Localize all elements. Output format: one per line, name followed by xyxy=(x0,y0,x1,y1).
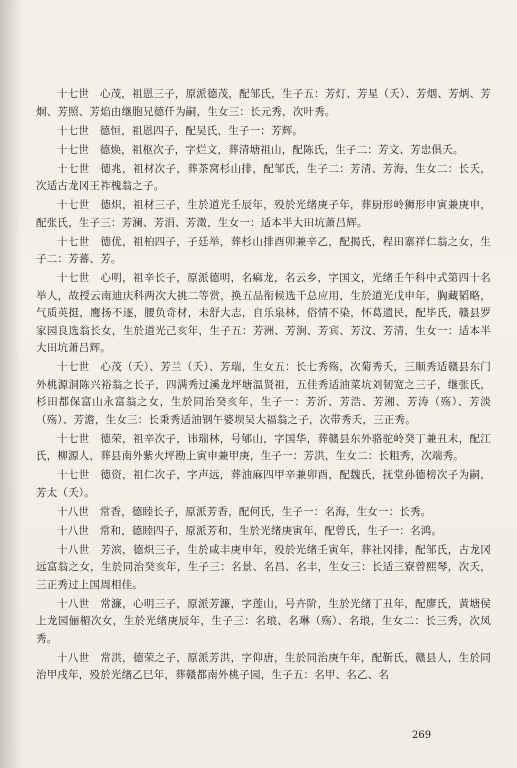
genealogy-entry: 十七世 德焕，祖枢次子，字烂文，葬清塘祖山，配陈氏，生子二：芳文、芳忠俱夭。 xyxy=(57,143,464,156)
genealogy-entry: 十七世 德资，祖仁次子，字声远，葬油麻四甲辛兼卯酉，配魏氏，抚堂孙德榜次子为嗣，芳太（夭）。 xyxy=(36,469,491,499)
genealogy-entry: 十八世 芳滨，德炽三子，生於咸丰庚申年，殁於光绪壬寅年，葬社冈排，配邹氏，古龙冈远富翁之女，生於同治癸亥年，生子三：名景、名昌、名丰，生女三：长适三寮曾熙琴，次夭，三正秀过上国周相佳。 xyxy=(36,543,491,591)
genealogy-entry: 十七世 德恒，祖恩四子，配吴氏，生子一：芳辉。 xyxy=(57,124,304,137)
genealogy-entry: 十七世 心茂，祖恩三子，原派德茂，配邹氏，生子五：芳灯、芳星（夭）、芳烟、芳炳、芳炯、芳照、芳焰由继胞兄德仟为嗣，生女三：长元秀，次叶秀。 xyxy=(36,88,491,118)
page-edge-shadow xyxy=(0,0,22,768)
genealogy-entry: 十七世 德荣，祖辛次子，讳瑞林，号郇山，字国华，葬赣县东外骆驼岭癸丁兼丑末，配江氏，柳源人，葬县南外紫火坪勘上寅申兼甲庚，生子一：芳洪，生女二：长粗秀，次端秀。 xyxy=(36,432,491,462)
genealogy-entry: 十七世 德炽，祖材三子，生於道光壬辰年，殁於光绪庚子年，葬厨形岭狮形申寅兼庚申，配张氏，生子三：芳澜、芳涓、芳澂，生女一：适本半大田坑萧吕辉。 xyxy=(36,199,491,229)
genealogy-entry: 十八世 常濂，心明三子，原派芳濂，字莲山，号卉阶，生於光绪丁丑年，配廖氏，黄塘侯上龙园俪楣次女，生於光绪庚辰年，生子三：名琅、名琳（殇）、名琅，生女二：长三秀，次凤秀。 xyxy=(36,597,491,645)
genealogy-entry: 十八世 常和，德睦四子，原派芳和，生於光绪庚寅年，配曾氏，生子一：名鸿。 xyxy=(57,524,443,537)
genealogy-entry: 十七世 德兆，祖材次子，葬茶窝杉山排，配邹氏，生子二：芳清、芳海，生女二：长夭，次适古龙冈王祚槐翁之子。 xyxy=(36,162,491,192)
genealogy-entry: 十八世 常洪，德荣之子，原派芳洪，字仰唐，生於同治庚午年，配靳氏，赣县人，生於同治甲戌年，殁於光绪乙巳年，葬赣都南外桃子园，生子五：名甲、名乙、名 xyxy=(36,651,491,681)
genealogy-entry: 十七世 心明，祖辛长子，原派德明，名痲龙，名云乡，字国文，光绪壬午科中式第四十名举人，故授云南迪庆科两次大挑二等赏，换五品衔候选千总应用，生於道光戊申年，胸藏韬略，气质英挺，鹰扬不逐，腰负奇材，未舒大志，自乐泉林，俗情不染，怀葛遗民，配毕氏，赣县罗家园良选翁长女，生於道光己亥年，生子五：芳洲、芳涧、芳宾、芳汶、芳清，生女一：适本半大田坑萧吕辉。 xyxy=(36,272,491,354)
page-number: 269 xyxy=(412,730,432,741)
genealogy-text-block xyxy=(36,86,491,686)
genealogy-entry: 十八世 常香，德睦长子，原派芳香，配何氏，生子一：名海，生女一：长秀。 xyxy=(57,505,432,518)
genealogy-entry: 十七世 心茂（夭）、芳兰（夭）、芳瑞，生女五：长七秀殇，次菊秀夭，三顺秀适赣县东门外桃源洞陈兴裕翁之长子，四满秀过溪龙坪塘温贤祖，五佳秀适油菜坑刘韧宽之三子，继张氏，杉田都保富山永富翁之女，生於同治癸亥年，生子一：芳沂、芳浩、芳湘、芳涛（殇）、芳淡（殇）、芳澹，生女三：长秉秀适油钢午婆坝吴大福翁之子，次带秀夭，三正秀。 xyxy=(36,361,491,426)
genealogy-entry: 十七世 德优，祖柏四子，子廷举，葬杉山排酉卯兼辛乙，配揭氏，程田寨祥仁翁之女，生子二：芳蕃、芳。 xyxy=(36,235,491,265)
